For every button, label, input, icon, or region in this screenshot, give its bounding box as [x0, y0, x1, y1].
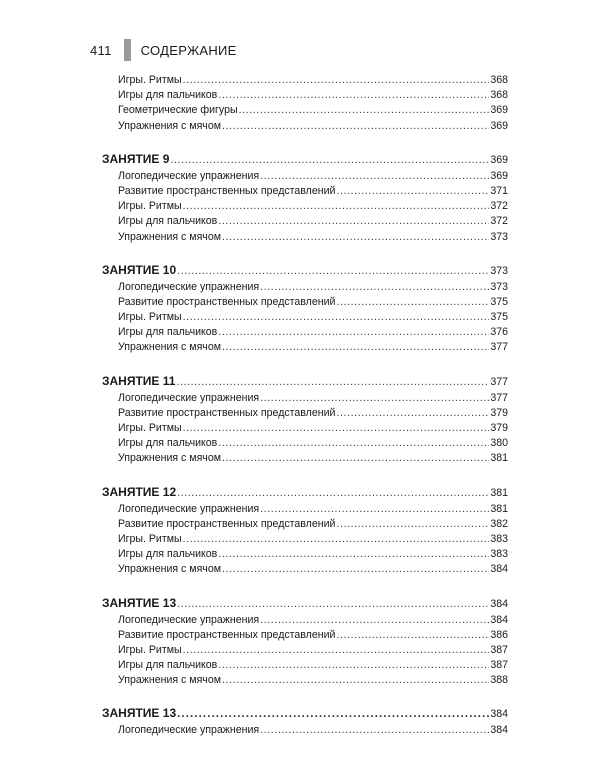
dot-leader	[222, 563, 489, 575]
entry-page-number: 387	[490, 659, 508, 672]
dot-leader	[183, 200, 490, 212]
entry-page-number: 381	[490, 502, 508, 515]
entry-title: Игры для пальчиков	[118, 215, 218, 228]
dot-leader	[177, 708, 489, 720]
dot-leader	[222, 674, 489, 686]
entry-page-number: 381	[490, 452, 508, 465]
toc-entry[interactable]	[102, 437, 508, 452]
toc-entry[interactable]	[102, 629, 508, 644]
entry-title: Упражнения с мячом	[118, 119, 222, 132]
toc-section	[102, 485, 508, 579]
entry-title: Игры. Ритмы	[118, 74, 182, 86]
dot-leader	[222, 452, 489, 464]
toc-section-heading[interactable]	[102, 152, 508, 169]
section-page-number: 377	[490, 375, 508, 388]
toc-entry[interactable]	[102, 341, 508, 356]
dot-leader	[239, 104, 490, 116]
section-title: ЗАНЯТИЕ 13	[102, 706, 177, 721]
section-title: ЗАНЯТИЕ 10	[102, 262, 177, 277]
section-page-number: 373	[490, 264, 508, 277]
dot-leader	[176, 376, 489, 388]
toc-entry[interactable]	[102, 74, 508, 89]
toc-section	[102, 706, 508, 739]
toc-section-heading[interactable]	[102, 263, 508, 280]
toc-section-heading[interactable]	[102, 374, 508, 391]
toc-entry[interactable]	[102, 104, 508, 119]
dot-leader	[336, 296, 489, 308]
toc-entry[interactable]	[102, 724, 508, 739]
entry-title: Упражнения с мячом	[118, 563, 222, 576]
entry-page-number: 375	[490, 295, 508, 308]
entry-page-number: 368	[490, 89, 508, 102]
toc-entry[interactable]	[102, 392, 508, 407]
toc-entry[interactable]	[102, 215, 508, 230]
dot-leader	[218, 89, 489, 101]
header-title: СОДЕРЖАНИЕ	[140, 42, 237, 58]
section-page-number: 384	[490, 597, 508, 610]
toc-entry[interactable]	[102, 281, 508, 296]
toc-entry[interactable]	[102, 326, 508, 341]
running-header	[90, 40, 237, 60]
entry-page-number: 382	[490, 517, 508, 530]
table-of-contents	[102, 74, 508, 757]
entry-title: Игры для пальчиков	[118, 659, 218, 672]
entry-title: Игры. Ритмы	[118, 311, 182, 324]
toc-section-heading[interactable]	[102, 485, 508, 502]
entry-page-number: 377	[490, 391, 508, 404]
toc-entry[interactable]	[102, 674, 508, 689]
page-number: 411	[90, 42, 112, 58]
toc-section	[102, 596, 508, 690]
entry-page-number: 384	[490, 724, 508, 737]
dot-leader	[336, 518, 489, 530]
entry-title: Развитие пространственных представлений	[118, 517, 336, 530]
entry-title: Игры. Ритмы	[118, 422, 182, 434]
toc-entry[interactable]	[102, 185, 508, 200]
dot-leader	[177, 265, 489, 277]
dot-leader	[183, 644, 490, 656]
toc-entry[interactable]	[102, 503, 508, 518]
dot-leader	[218, 215, 489, 227]
entry-page-number: 373	[490, 280, 508, 293]
entry-title: Логопедические упражнения	[118, 169, 260, 182]
dot-leader	[183, 311, 490, 323]
dot-leader	[260, 392, 489, 404]
entry-page-number: 383	[490, 532, 508, 545]
toc-entry[interactable]	[102, 452, 508, 467]
dot-leader	[336, 185, 489, 197]
entry-page-number: 379	[490, 422, 508, 434]
toc-section	[102, 74, 508, 135]
toc-entry[interactable]	[102, 296, 508, 311]
section-title: ЗАНЯТИЕ 9	[102, 151, 170, 166]
dot-leader	[260, 724, 489, 736]
entry-page-number: 384	[490, 613, 508, 626]
entry-page-number: 372	[490, 215, 508, 228]
entry-page-number: 377	[490, 341, 508, 354]
entry-title: Игры для пальчиков	[118, 437, 218, 450]
toc-entry[interactable]	[102, 563, 508, 578]
entry-title: Игры. Ритмы	[118, 532, 182, 545]
entry-title: Упражнения с мячом	[118, 230, 222, 243]
section-page-number: 381	[490, 486, 508, 499]
entry-page-number: 369	[490, 104, 508, 117]
toc-entry[interactable]	[102, 170, 508, 185]
section-page-number: 384	[490, 708, 508, 721]
entry-page-number: 384	[490, 563, 508, 576]
entry-page-number: 388	[490, 674, 508, 687]
dot-leader	[222, 120, 489, 132]
entry-page-number: 383	[490, 548, 508, 561]
dot-leader	[260, 281, 489, 293]
toc-section-heading[interactable]	[102, 596, 508, 613]
entry-page-number: 376	[490, 326, 508, 339]
entry-title: Логопедические упражнения	[118, 613, 260, 626]
entry-title: Игры для пальчиков	[118, 548, 218, 561]
entry-title: Развитие пространственных представлений	[118, 406, 336, 419]
entry-page-number: 386	[490, 628, 508, 641]
toc-entry[interactable]	[102, 407, 508, 422]
dot-leader	[260, 170, 489, 182]
entry-page-number: 380	[490, 437, 508, 450]
toc-entry[interactable]	[102, 533, 508, 548]
entry-title: Развитие пространственных представлений	[118, 295, 336, 308]
entry-title: Упражнения с мячом	[118, 341, 222, 354]
dot-leader	[177, 598, 489, 610]
toc-section	[102, 152, 508, 246]
entry-page-number: 369	[490, 169, 508, 182]
entry-title: Логопедические упражнения	[118, 391, 260, 404]
toc-section	[102, 263, 508, 357]
entry-page-number: 369	[490, 119, 508, 132]
dot-leader	[222, 231, 489, 243]
entry-title: Игры. Ритмы	[118, 643, 182, 656]
entry-title: Игры для пальчиков	[118, 326, 218, 339]
entry-page-number: 387	[490, 643, 508, 656]
dot-leader	[183, 422, 490, 434]
section-page-number: 369	[490, 153, 508, 166]
dot-leader	[177, 487, 489, 499]
entry-title: Упражнения с мячом	[118, 674, 222, 687]
dot-leader	[336, 407, 489, 419]
toc-entry[interactable]	[102, 548, 508, 563]
toc-entry[interactable]	[102, 644, 508, 659]
dot-leader	[218, 326, 489, 338]
dot-leader	[260, 614, 489, 626]
toc-section-heading[interactable]	[102, 706, 508, 723]
dot-leader	[183, 533, 490, 545]
entry-title: Логопедические упражнения	[118, 280, 260, 293]
entry-page-number: 371	[490, 184, 508, 197]
header-divider-bar	[124, 39, 131, 61]
entry-title: Развитие пространственных представлений	[118, 184, 336, 197]
entry-title: Логопедические упражнения	[118, 502, 260, 515]
section-title: ЗАНЯТИЕ 11	[102, 373, 176, 388]
dot-leader	[218, 659, 489, 671]
entry-page-number: 368	[490, 74, 508, 86]
toc-section	[102, 374, 508, 468]
toc-entry[interactable]	[102, 518, 508, 533]
entry-page-number: 372	[490, 200, 508, 213]
entry-page-number: 375	[490, 311, 508, 324]
dot-leader	[218, 437, 489, 449]
dot-leader	[222, 341, 489, 353]
entry-page-number: 373	[490, 230, 508, 243]
toc-entry[interactable]	[102, 614, 508, 629]
dot-leader	[260, 503, 489, 515]
entry-title: Логопедические упражнения	[118, 724, 260, 737]
toc-entry[interactable]	[102, 422, 508, 437]
dot-leader	[336, 629, 489, 641]
entry-title: Игры. Ритмы	[118, 200, 182, 213]
entry-title: Игры для пальчиков	[118, 89, 218, 102]
entry-page-number: 379	[490, 406, 508, 419]
section-title: ЗАНЯТИЕ 12	[102, 484, 177, 499]
entry-title: Развитие пространственных представлений	[118, 628, 336, 641]
section-title: ЗАНЯТИЕ 13	[102, 595, 177, 610]
toc-entry[interactable]	[102, 231, 508, 246]
entry-title: Упражнения с мячом	[118, 452, 222, 465]
entry-title: Геометрические фигуры	[118, 104, 238, 117]
toc-entry[interactable]	[102, 89, 508, 104]
toc-entry[interactable]	[102, 120, 508, 135]
toc-entry[interactable]	[102, 659, 508, 674]
toc-entry[interactable]	[102, 311, 508, 326]
dot-leader	[183, 74, 490, 86]
toc-entry[interactable]	[102, 200, 508, 215]
dot-leader	[218, 548, 489, 560]
dot-leader	[170, 154, 489, 166]
